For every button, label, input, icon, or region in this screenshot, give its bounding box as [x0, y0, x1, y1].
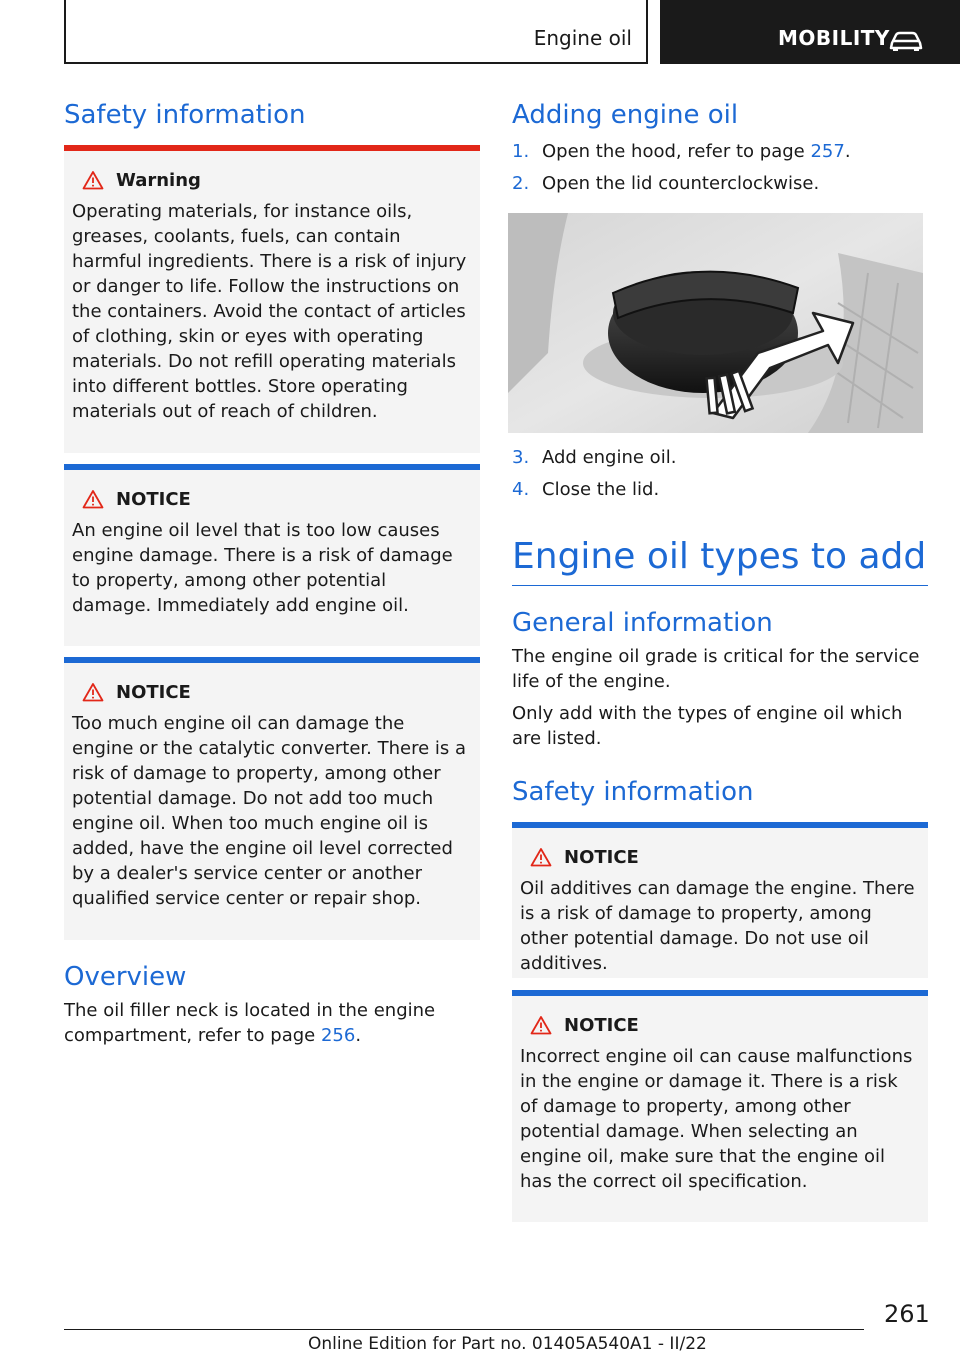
- notice-1-text: An engine oil level that is too low causes engine damage. There is a risk of damage to property, among other potential damage. Immediately add engine oil.: [72, 520, 453, 616]
- overview-text-end: .: [355, 1025, 362, 1046]
- notice-4-label: NOTICE: [564, 1014, 639, 1036]
- footer-edition: Online Edition for Part no. 01405A540A1 - II/22: [308, 1334, 707, 1354]
- header-section-box: [64, 0, 648, 64]
- warning-label: Warning: [116, 169, 201, 191]
- header-chapter-title: MOBILITY: [778, 26, 890, 50]
- footer-rule: [64, 1329, 864, 1330]
- steps-list-b: [512, 442, 676, 506]
- types-heading: Engine oil types to add: [512, 536, 927, 577]
- general-heading: General information: [512, 608, 773, 638]
- warning-triangle-icon: [530, 847, 552, 867]
- notice-box-1-head: [72, 486, 470, 512]
- notice-box-2-head: [72, 679, 470, 705]
- types-heading-rule: [512, 585, 928, 586]
- overview-text-body: The oil filler neck is located in the engine compartment, refer to page: [64, 1000, 436, 1046]
- adding-heading: Adding engine oil: [512, 100, 739, 130]
- steps-list-a: [512, 136, 851, 200]
- header-chapter-box: [660, 0, 960, 64]
- notice-4-text: Incorrect engine oil can cause malfunctions in the engine or damage it. There is a risk of damage to property, among other potential damage. When selecting an engine oil, make sure that the engine oil has the correct oil specification.: [520, 1046, 913, 1192]
- right-safety-heading-wrap: [512, 777, 754, 807]
- notice-2-label: NOTICE: [116, 681, 191, 703]
- notice-3-label: NOTICE: [564, 846, 639, 868]
- warning-box: [64, 145, 480, 453]
- step-number: 3.: [512, 447, 530, 468]
- step-item: [512, 442, 676, 474]
- overview-heading: Overview: [64, 962, 187, 992]
- step-item: [512, 474, 676, 506]
- oil-filler-cap-photo: [508, 213, 923, 433]
- notice-box-4-head: [520, 1012, 918, 1038]
- left-safety-heading-wrap: [64, 100, 306, 130]
- step-number: 4.: [512, 479, 530, 500]
- step-text-body: Open the hood, refer to page: [542, 141, 811, 162]
- adding-heading-wrap: [512, 100, 738, 130]
- car-icon: [888, 30, 924, 52]
- step-item: [512, 136, 851, 168]
- step-text: Add engine oil.: [542, 447, 677, 468]
- step-number: 2.: [512, 173, 530, 194]
- step-number: 1.: [512, 141, 530, 162]
- page-link-257[interactable]: 257: [810, 141, 845, 162]
- overview-section: [64, 962, 474, 1048]
- warning-triangle-icon: [530, 1015, 552, 1035]
- step-text: Open the lid counterclockwise.: [542, 173, 820, 194]
- step-text: Close the lid.: [542, 479, 660, 500]
- notice-box-4: [512, 990, 928, 1222]
- left-safety-heading: Safety information: [64, 100, 306, 130]
- notice-3-text: Oil additives can damage the engine. There is a risk of damage to property, among other potential damage. Do not use oil additives.: [520, 878, 915, 974]
- page-link-256[interactable]: 256: [320, 1025, 356, 1046]
- general-paragraph-1: The engine oil grade is critical for the service life of the engine.: [512, 646, 920, 692]
- general-paragraph-2: Only add with the types of engine oil which are listed.: [512, 703, 903, 749]
- general-section: [512, 608, 926, 751]
- notice-box-2: [64, 657, 480, 940]
- notice-box-3: [512, 822, 928, 978]
- page-number: 261: [884, 1300, 930, 1328]
- step-text: [542, 136, 851, 168]
- step-text-end: .: [844, 141, 851, 162]
- warning-triangle-icon: [82, 489, 104, 509]
- overview-text: [64, 998, 474, 1048]
- warning-box-head: [72, 167, 470, 193]
- notice-box-1: [64, 464, 480, 646]
- types-heading-wrap: [512, 536, 926, 577]
- warning-triangle-icon: [82, 170, 104, 190]
- notice-box-3-head: [520, 844, 918, 870]
- warning-triangle-icon: [82, 682, 104, 702]
- step-item: [512, 168, 851, 200]
- header-section-title: Engine oil: [533, 26, 632, 50]
- warning-text: Operating materials, for instance oils, greases, coolants, fuels, can contain harmful ingredients. There is a risk of injury or danger to life. Follow the instructions on the containers. Avoid the contact of articles of clothing, skin or eyes with operating materials. Do not refill operating materials into different bottles. Store operating materials out of reach of children.: [72, 201, 467, 422]
- notice-2-text: Too much engine oil can damage the engine or the catalytic converter. There is a risk of damage to property, among other potential damage. Do not add too much engine oil. When too much engine oil is added, have the engine oil level corrected by a dealer's service center or another qualified service center or repair shop.: [72, 713, 467, 909]
- right-safety-heading: Safety information: [512, 777, 754, 807]
- notice-1-label: NOTICE: [116, 488, 191, 510]
